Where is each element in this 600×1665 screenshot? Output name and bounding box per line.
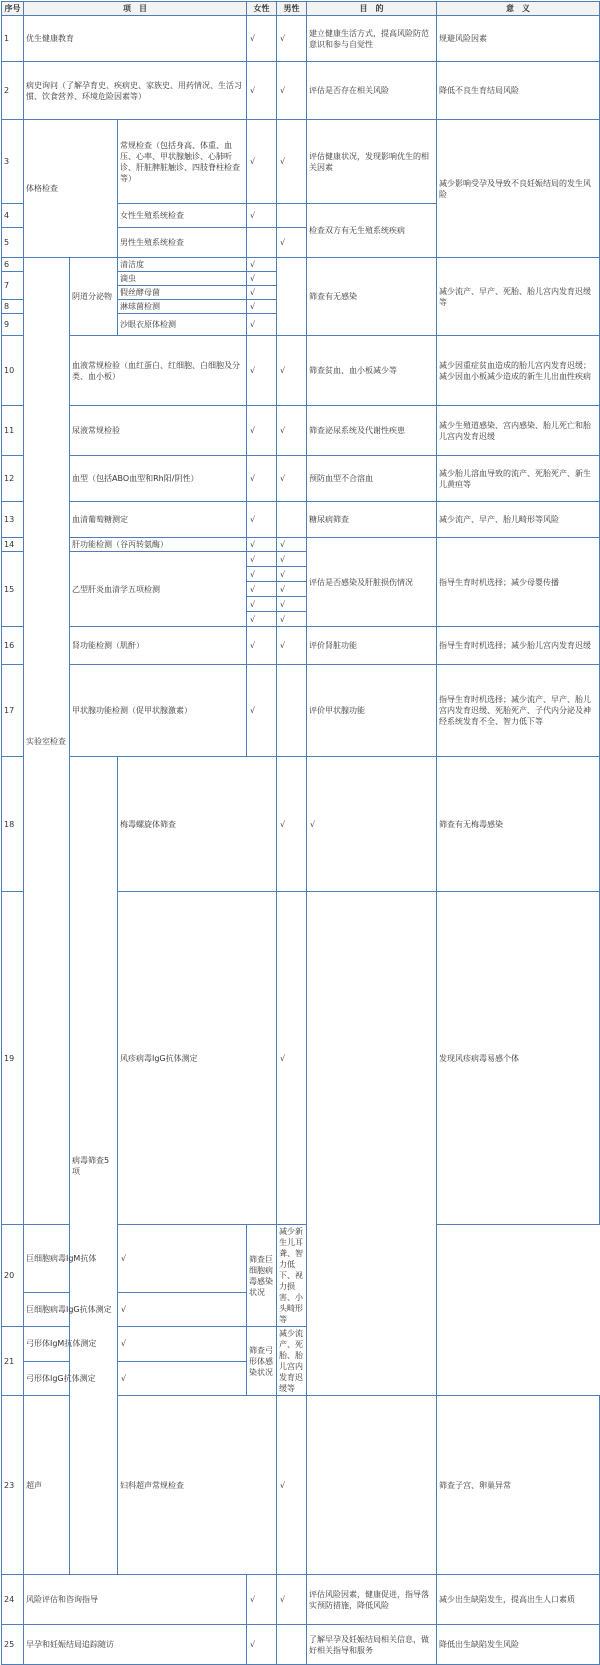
item-name: 巨细胞病毒IgG抗体测定	[24, 1293, 118, 1327]
female-check: √	[247, 456, 277, 502]
table-row	[2, 336, 600, 406]
female-check: √	[247, 272, 277, 286]
table-row	[2, 665, 600, 757]
table-row	[2, 1327, 600, 1362]
row-number: 4	[2, 204, 24, 228]
purpose-cell: 评价肾脏功能	[307, 627, 437, 665]
male-check: √	[277, 16, 307, 62]
male-check: √	[277, 627, 307, 665]
item-name: 优生健康教育	[24, 16, 247, 62]
female-check: √	[247, 258, 277, 272]
female-check: √	[247, 627, 277, 665]
item-name: 甲状腺功能检测（促甲状腺激素）	[70, 665, 247, 757]
female-check: √	[247, 204, 277, 228]
table-row	[2, 1225, 600, 1293]
purpose-cell: 建立健康生活方式，提高风险防范意识和参与自觉性	[307, 16, 437, 62]
row-number: 16	[2, 627, 24, 665]
male-empty	[277, 665, 307, 757]
item-name: 巨细胞病毒IgM抗体	[24, 1225, 118, 1293]
female-check: √	[247, 300, 277, 314]
item-name: 尿液常规检验	[70, 406, 247, 456]
item-name: 沙眼衣原体检测	[118, 314, 247, 336]
table-row	[2, 16, 600, 62]
male-check: √	[277, 597, 307, 612]
item-name: 风险评估和咨询指导	[24, 1575, 247, 1625]
female-check: √	[247, 538, 277, 552]
table-row	[2, 258, 600, 272]
table-row	[2, 627, 600, 665]
header-male: 男性	[277, 2, 307, 16]
male-empty	[277, 258, 307, 336]
group-lab-tests: 实验室检查	[24, 258, 70, 1225]
male-check: √	[277, 62, 307, 120]
row-number: 5	[2, 228, 24, 258]
purpose-cell: 筛查贫血、血小板减少等	[307, 336, 437, 406]
item-name: 病史询问（了解孕育史、疾病史、家族史、用药情况、生活习惯、饮食营养、环境危险因素等）	[24, 62, 247, 120]
item-name: 肝功能检测（谷丙转氨酶）	[70, 538, 247, 552]
male-check: √	[307, 757, 437, 892]
table-row	[2, 456, 600, 502]
item-name: 弓形体IgG抗体测定	[24, 1361, 118, 1396]
male-check: √	[277, 538, 307, 552]
female-check: √	[247, 16, 277, 62]
row-number: 17	[2, 665, 24, 757]
preconception-checkup-table	[1, 1, 600, 1665]
header-purpose: 目 的	[307, 2, 437, 16]
female-check: √	[118, 1327, 247, 1362]
female-check: √	[247, 1625, 277, 1665]
subgroup-vaginal-secretion: 阴道分泌物	[70, 258, 118, 336]
female-check: √	[247, 62, 277, 120]
purpose-cell: 了解早孕及妊娠结局相关信息，做好相关指导和服务	[307, 1625, 437, 1665]
item-name: 风疹病毒IgG抗体测定	[118, 892, 277, 1225]
row-number: 24	[2, 1575, 24, 1625]
row-number: 11	[2, 406, 24, 456]
female-empty	[247, 228, 277, 258]
row-number: 1	[2, 16, 24, 62]
male-check: √	[277, 406, 307, 456]
table-row	[2, 757, 600, 892]
row-number: 21	[2, 1327, 24, 1396]
table-row	[2, 538, 600, 552]
female-check: √	[277, 1396, 307, 1575]
purpose-cell: 筛查有无梅毒感染	[437, 757, 600, 892]
purpose-cell: 检查双方有无生殖系统疾病	[307, 204, 437, 258]
item-name: 血清葡萄糖测定	[70, 502, 247, 538]
meaning-cell: 指导生育时机选择；减少流产、早产、胎儿宫内发育迟缓、死胎死产、子代内分泌及神经系统发育不全、智力低下等	[437, 665, 600, 757]
purpose-cell: 筛查有无感染	[307, 258, 437, 336]
meaning-cell: 降低不良生育结局风险	[437, 62, 600, 120]
header-meaning: 意 义	[437, 2, 600, 16]
male-check: √	[277, 336, 307, 406]
meaning-cell: 减少因重症贫血造成的胎儿宫内发育迟缓；减少因血小板减少造成的新生儿出血性疾病	[437, 336, 600, 406]
row-number: 18	[2, 757, 24, 892]
group-ultrasound: 超声	[24, 1396, 70, 1575]
male-check: √	[277, 1575, 307, 1625]
female-check: √	[247, 406, 277, 456]
header-female: 女性	[247, 2, 277, 16]
group-virus-screening: 病毒筛查5项	[70, 757, 118, 1575]
row-number: 20	[2, 1225, 24, 1327]
purpose-cell: 评估是否存在相关风险	[307, 62, 437, 120]
table-row	[2, 1625, 600, 1665]
female-check: √	[247, 314, 277, 336]
meaning-cell: 减少新生儿耳聋、智力低下、视力损害、小头畸形等	[277, 1225, 307, 1327]
female-check: √	[118, 1293, 247, 1327]
row-number: 7	[2, 272, 24, 300]
row-number: 2	[2, 62, 24, 120]
female-check: √	[247, 1575, 277, 1625]
purpose-cell: 评估是否感染及肝脏损伤情况	[307, 538, 437, 627]
purpose-cell: 评估健康状况，发现影响优生的相关因素	[307, 120, 437, 204]
row-number: 23	[2, 1396, 24, 1575]
item-name: 乙型肝炎血清学五项检测	[70, 552, 247, 627]
group-physical-exam: 体格检查	[24, 120, 118, 258]
item-name: 男性生殖系统检查	[118, 228, 247, 258]
male-check: √	[277, 456, 307, 502]
meaning-cell: 减少出生缺陷发生，提高出生人口素质	[437, 1575, 600, 1625]
male-empty	[277, 502, 307, 538]
purpose-cell: 评估风险因素，健康促进，指导落实预防措施，降低风险	[307, 1575, 437, 1625]
male-empty	[307, 1396, 437, 1575]
row-number: 3	[2, 120, 24, 204]
row-number: 14	[2, 538, 24, 552]
header-item: 项 目	[24, 2, 247, 16]
female-check: √	[247, 612, 277, 627]
table-row	[2, 406, 600, 456]
female-check: √	[247, 336, 277, 406]
meaning-cell: 指导生育时机选择；减少母婴传播	[437, 538, 600, 627]
item-name: 女性生殖系统检查	[118, 204, 247, 228]
female-check: √	[247, 582, 277, 597]
item-name: 血型（包括ABO血型和Rh阳/阴性）	[70, 456, 247, 502]
male-check: √	[277, 120, 307, 204]
row-number: 19	[2, 892, 24, 1225]
purpose-cell: 预防血型不合溶血	[307, 456, 437, 502]
female-check: √	[247, 567, 277, 582]
purpose-cell: 筛查巨细胞病毒感染状况	[247, 1225, 277, 1327]
female-check: √	[247, 120, 277, 204]
male-check: √	[277, 612, 307, 627]
item-name: 常规检查（包括身高、体重、血压、心率、甲状腺触诊、心肺听诊、肝脏脾脏触诊、四肢脊柱检查等）	[118, 120, 247, 204]
male-check: √	[277, 552, 307, 567]
row-number: 9	[2, 314, 24, 336]
meaning-cell: 减少胎儿溶血导致的流产、死胎死产、新生儿黄疸等	[437, 456, 600, 502]
male-check: √	[277, 567, 307, 582]
row-number: 25	[2, 1625, 24, 1665]
male-empty	[277, 1625, 307, 1665]
male-check: √	[277, 582, 307, 597]
male-empty	[307, 892, 437, 1396]
female-check: √	[247, 502, 277, 538]
meaning-cell: 指导生育时机选择；减少胎儿宫内发育迟缓	[437, 627, 600, 665]
female-check: √	[118, 1361, 247, 1396]
meaning-cell: 降低出生缺陷发生风险	[437, 1625, 600, 1665]
row-number: 12	[2, 456, 24, 502]
row-number: 8	[2, 300, 24, 314]
female-check: √	[118, 1225, 247, 1293]
item-name: 清洁度	[118, 258, 247, 272]
female-check: √	[277, 757, 307, 892]
item-name: 妇科超声常规检查	[118, 1396, 277, 1575]
item-name: 梅毒螺旋体筛查	[118, 757, 277, 892]
meaning-cell: 减少影响受孕及导致不良妊娠结局的发生风险	[437, 120, 600, 258]
item-name: 肾功能检测（肌酐）	[70, 627, 247, 665]
purpose-cell: 发现风疹病毒易感个体	[437, 892, 600, 1225]
purpose-cell: 筛查子宫、卵巢异常	[437, 1396, 600, 1575]
meaning-cell: 减少流产、死胎、胎儿宫内发育迟缓等	[277, 1327, 307, 1396]
purpose-cell: 评价甲状腺功能	[307, 665, 437, 757]
row-number: 15	[2, 552, 24, 627]
table-row	[2, 120, 600, 204]
meaning-cell: 减少流产、早产、死胎、胎儿宫内发育迟缓等	[437, 258, 600, 336]
purpose-cell: 筛查弓形体感染状况	[247, 1327, 277, 1396]
meaning-cell: 减少流产、早产、胎儿畸形等风险	[437, 502, 600, 538]
female-check: √	[247, 665, 277, 757]
female-check: √	[247, 552, 277, 567]
male-empty	[277, 204, 307, 228]
female-check: √	[247, 286, 277, 300]
male-check: √	[277, 228, 307, 258]
item-name: 血液常规检验（血红蛋白、红细胞、白细胞及分类、血小板）	[70, 336, 247, 406]
table-row	[2, 1575, 600, 1625]
table-row	[2, 502, 600, 538]
item-name: 滴虫	[118, 272, 247, 286]
table-row	[2, 62, 600, 120]
row-number: 10	[2, 336, 24, 406]
item-name: 早孕和妊娠结局追踪随访	[24, 1625, 247, 1665]
female-check: √	[247, 597, 277, 612]
header-seq: 序号	[2, 2, 24, 16]
meaning-cell: 规避风险因素	[437, 16, 600, 62]
item-name: 弓形体IgM抗体测定	[24, 1327, 118, 1362]
meaning-cell: 减少生殖道感染、宫内感染、胎儿死亡和胎儿宫内发育迟缓	[437, 406, 600, 456]
row-number: 6	[2, 258, 24, 272]
header-row	[2, 2, 600, 16]
item-name: 淋球菌检测	[118, 300, 247, 314]
item-name: 假丝酵母菌	[118, 286, 247, 300]
row-number: 13	[2, 502, 24, 538]
female-check: √	[277, 892, 307, 1225]
purpose-cell: 糖尿病筛查	[307, 502, 437, 538]
purpose-cell: 筛查泌尿系统及代谢性疾患	[307, 406, 437, 456]
